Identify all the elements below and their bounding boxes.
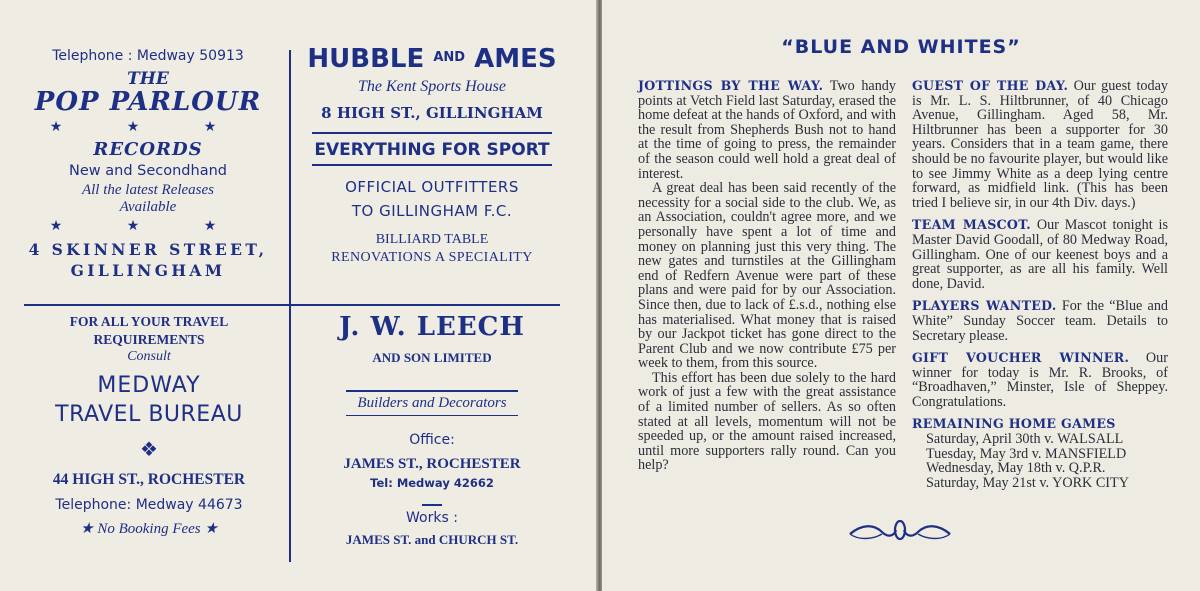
leech-works: Works :: [406, 509, 458, 526]
medway-travel-advert: [14, 314, 284, 538]
players-text: For the “Blue and White” Sunday Soccer team. Details to Secretary please.: [912, 298, 1169, 344]
rule: [346, 415, 518, 417]
home-game-item: Saturday, April 30th v. WALSALL: [926, 431, 1124, 448]
hubble-name-a: HUBBLE: [307, 44, 425, 74]
right-column: [912, 79, 1168, 490]
medway-telephone: Telephone: Medway 44673: [55, 497, 243, 513]
left-page: [0, 0, 598, 591]
home-game-item: Saturday, May 21st v. YORK CITY: [926, 474, 1129, 491]
hubble-ames-advert: [298, 44, 566, 266]
hubble-name-b: AMES: [474, 44, 557, 74]
medway-consult: Consult: [127, 349, 171, 364]
ornament-flourish-icon: [848, 516, 952, 546]
medway-name-1: MEDWAY: [97, 373, 201, 398]
left-column: [638, 79, 896, 473]
official-outfitters-1: OFFICIAL OUTFITTERS: [345, 178, 519, 196]
hubble-name-and: AND: [433, 50, 466, 65]
home-game-item: Tuesday, May 3rd v. MANSFIELD: [926, 445, 1127, 462]
mascot-title: TEAM MASCOT.: [912, 217, 1031, 233]
pop-parlour-address-2: GILLINGHAM: [70, 261, 226, 280]
guest-title: GUEST OF THE DAY.: [912, 78, 1069, 93]
jottings-paragraph-2: A great deal has been said recently of the necessity for a social side to the club. We, as an Association, couldn't agree more, and we personally have spent a lot of time and money on planning just this very thing. The new gates and turnstiles at the Gillingham end of Redfern Avenue were part of these plans and were paid for by our Association. Since then, due to lack of £.s.d., nothing else has materialised. What money that is raised by our Jackpot ticket has gone direct to the Parent Club and we now contribute £75 per week to them, from this source.: [638, 180, 896, 372]
billiard-2: RENOVATIONS A SPECIALITY: [331, 250, 533, 265]
hubble-address: 8 HIGH ST., GILLINGHAM: [321, 104, 543, 122]
hubble-tagline: The Kent Sports House: [358, 78, 506, 95]
stars-decoration: ★ ★ ★: [49, 218, 247, 234]
pop-parlour-the: THE: [127, 69, 169, 89]
stars-decoration: ★ ★ ★: [49, 119, 247, 135]
pop-parlour-name: POP PARLOUR: [34, 87, 262, 117]
leech-son: AND SON LIMITED: [372, 350, 492, 365]
pop-parlour-address-1: 4 SKINNER STREET,: [28, 240, 268, 259]
leech-office: Office:: [409, 432, 455, 448]
pop-parlour-telephone: Telephone : Medway 50913: [52, 48, 244, 64]
players-section: [912, 299, 1168, 343]
pop-parlour-advert: [14, 48, 282, 280]
vertical-divider: [289, 50, 291, 562]
leech-works-address: JAMES ST. and CHURCH ST.: [345, 531, 519, 547]
mascot-text: Our Mascot tonight is Master David Goodall, of 80 Medway Road, Gillingham. One of our keenest boys and a great supporter, as are all his family. Well done, David.: [912, 217, 1168, 292]
leech-office-address: JAMES ST., ROCHESTER: [343, 456, 521, 472]
voucher-title: GIFT VOUCHER WINNER.: [912, 350, 1130, 366]
leech-name: J. W. LEECH: [339, 312, 525, 342]
mascot-section: [912, 218, 1168, 291]
rule: [346, 390, 518, 392]
leech-builders: Builders and Decorators: [357, 394, 507, 411]
rule: [312, 164, 552, 166]
pop-parlour-releases-1: All the latest Releases: [81, 182, 215, 198]
medway-address: 44 HIGH ST., ROCHESTER: [52, 471, 246, 488]
rule: [312, 132, 552, 134]
pop-parlour-records: RECORDS: [93, 139, 203, 160]
pop-parlour-new-second: New and Secondhand: [69, 163, 227, 179]
leech-telephone: Tel: Medway 42662: [370, 476, 494, 490]
guest-section: [912, 79, 1168, 210]
hubble-ames-name: [298, 44, 566, 74]
official-outfitters-2: TO GILLINGHAM F.C.: [351, 202, 513, 220]
jottings-paragraph-3: This effort has been due solely to the hard work of just a few with the great assistance of a limited number of sellers. As so often stated at all levels, momentum will not be speeded up, or the amount raised increased, until more supporters rally round. Can you help?: [638, 369, 896, 474]
page-heading: “BLUE AND WHITES”: [781, 36, 1021, 58]
right-page: [602, 0, 1200, 591]
jottings-text-1: Two handy points at Vetch Field last Saturday, erased the home defeat at the hands of Oxford, and with the result from Shepherds Bush not to hand at the time of going to press, the remainder of the season could well hold a great deal of interest.: [638, 78, 896, 182]
home-games-title: REMAINING HOME GAMES: [912, 416, 1116, 432]
medway-requirements: REQUIREMENTS: [93, 332, 205, 347]
rule: [422, 504, 442, 506]
everything-for-sport: EVERYTHING FOR SPORT: [314, 140, 550, 160]
medway-no-booking: ★ No Booking Fees ★: [80, 521, 218, 537]
players-title: PLAYERS WANTED.: [912, 298, 1057, 314]
voucher-text: Our winner for today is Mr. R. Brooks, of “Broadhaven,” Minster, Isle of Sheppey. Congratulations.: [912, 350, 1168, 410]
pop-parlour-releases-2: Available: [119, 199, 177, 215]
home-game-item: Wednesday, May 18th v. Q.P.R.: [926, 460, 1106, 477]
jottings-title: JOTTINGS BY THE WAY.: [638, 78, 824, 93]
medway-for-all: FOR ALL YOUR TRAVEL: [69, 314, 229, 329]
voucher-section: [912, 351, 1168, 409]
home-games-section: [912, 417, 1168, 490]
jottings-paragraph-1: [638, 79, 896, 181]
guest-text: Our guest today is Mr. L. S. Hiltbrunner, of 40 Chicago Avenue, Gillingham. Aged 58, Mr. Hiltbrunner has been a supporter for 30 years. Considers that in a team game, there should be no favourite player, but would like to see Jimmy White as a deep lying centre forward, as midfield link. (This has been tried I believe sir, in our 4th Div. days.): [912, 78, 1168, 211]
medway-emblem-icon: ❖: [140, 437, 158, 461]
horizontal-divider: [24, 304, 560, 306]
medway-name-2: TRAVEL BUREAU: [55, 402, 243, 427]
billiard-1: BILLIARD TABLE: [375, 232, 489, 247]
leech-advert: [298, 312, 566, 548]
